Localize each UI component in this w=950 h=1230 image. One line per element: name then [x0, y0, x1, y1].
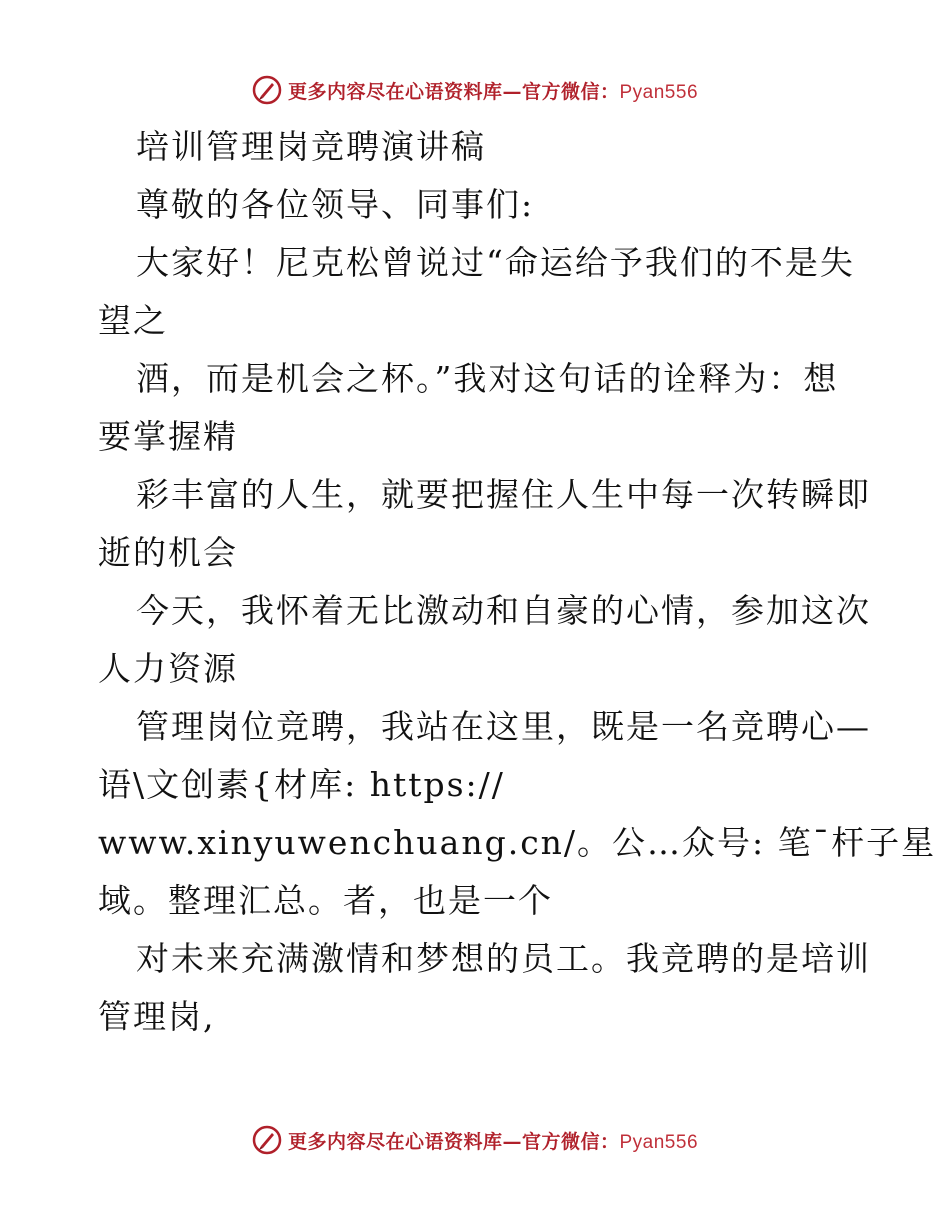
text-line: 逝的机会 [98, 533, 238, 572]
text-line: 管理岗位竞聘，我站在这里，既是一名竞聘心— [136, 707, 871, 746]
text-line: 要掌握精 [98, 417, 238, 456]
text-line: 今天，我怀着无比激动和自豪的心情，参加这次 [136, 591, 871, 630]
document-body [98, 118, 937, 1046]
header-banner-text: 更多内容尽在心语资料库—官方微信：Pyan556 [287, 80, 699, 103]
document-title: 培训管理岗竞聘演讲稿 [136, 127, 486, 166]
header-banner [0, 70, 950, 110]
text-line: 管理岗, [98, 997, 216, 1036]
quill-logo-icon [252, 1125, 282, 1155]
text-line: www.xinyuwenchuang.cn/。公…众号: 笔¯杆子星 [98, 823, 937, 862]
text-line: 域。整理汇总。者，也是一个 [98, 881, 553, 920]
footer-banner [0, 1120, 950, 1160]
wechat-id: Pyan556 [619, 1131, 699, 1153]
wechat-id: Pyan556 [619, 81, 699, 103]
text-line: 彩丰富的人生，就要把握住人生中每一次转瞬即 [136, 475, 871, 514]
text-line: 语\文创素{材库: https:// [98, 765, 505, 804]
salutation: 尊敬的各位领导、同事们: [136, 185, 535, 224]
text-line: 望之 [98, 301, 168, 340]
quill-logo-icon [252, 75, 282, 105]
text-line: 人力资源 [98, 649, 238, 688]
text-line: 酒，而是机会之杯。”我对这句话的诠释为：想 [136, 359, 839, 398]
text-line: 对未来充满激情和梦想的员工。我竞聘的是培训 [136, 939, 871, 978]
footer-banner-text: 更多内容尽在心语资料库—官方微信：Pyan556 [287, 1130, 699, 1153]
text-line: 大家好！尼克松曾说过“命运给予我们的不是失 [136, 243, 855, 282]
